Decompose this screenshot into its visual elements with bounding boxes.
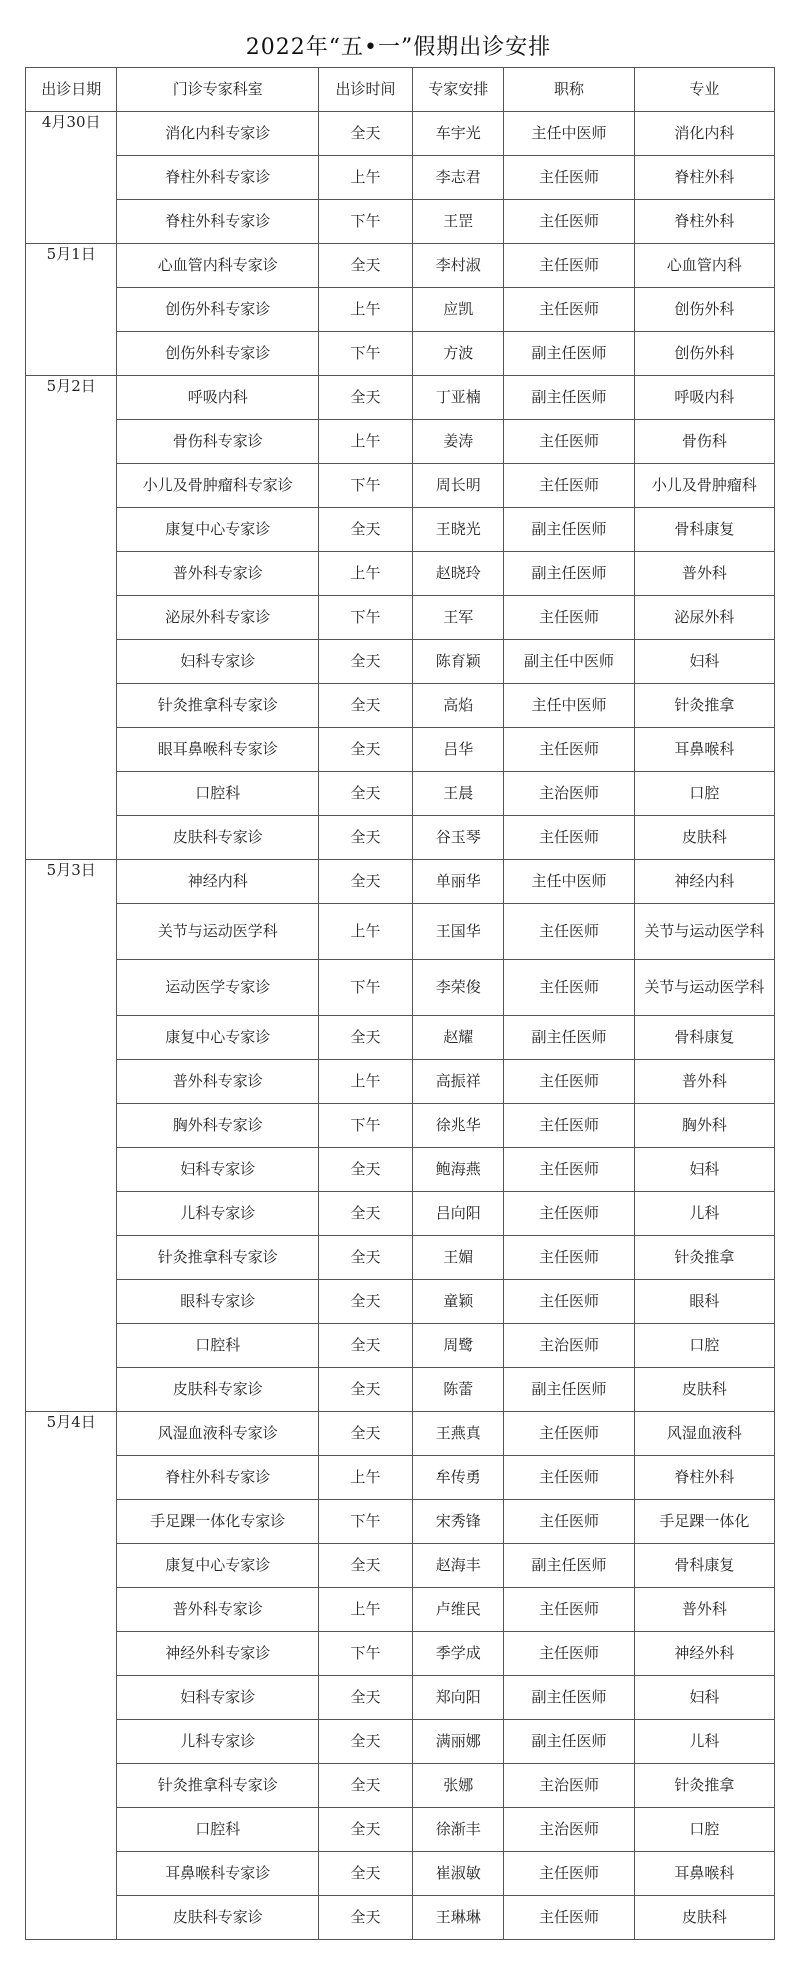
table-row bbox=[26, 772, 775, 816]
specialty-cell: 创伤外科 bbox=[634, 332, 774, 376]
title-cell: 副主任医师 bbox=[504, 552, 634, 596]
table-row bbox=[26, 244, 775, 288]
table-row bbox=[26, 1060, 775, 1104]
table-row bbox=[26, 1236, 775, 1280]
table-row bbox=[26, 288, 775, 332]
specialty-cell: 泌尿外科 bbox=[634, 596, 774, 640]
specialty-cell: 口腔 bbox=[634, 1808, 774, 1852]
doctor-cell: 赵海丰 bbox=[413, 1544, 504, 1588]
title-cell: 主任医师 bbox=[504, 1148, 634, 1192]
department-cell: 妇科专家诊 bbox=[117, 640, 319, 684]
doctor-cell: 郑向阳 bbox=[413, 1676, 504, 1720]
specialty-cell: 消化内科 bbox=[634, 112, 774, 156]
title-cell: 主任医师 bbox=[504, 904, 634, 960]
specialty-cell: 骨伤科 bbox=[634, 420, 774, 464]
title-cell: 副主任医师 bbox=[504, 1720, 634, 1764]
time-cell: 上午 bbox=[319, 904, 413, 960]
doctor-cell: 谷玉琴 bbox=[413, 816, 504, 860]
doctor-cell: 童颖 bbox=[413, 1280, 504, 1324]
title-cell: 主任中医师 bbox=[504, 112, 634, 156]
doctor-cell: 姜涛 bbox=[413, 420, 504, 464]
time-cell: 全天 bbox=[319, 1676, 413, 1720]
department-cell: 针灸推拿科专家诊 bbox=[117, 1764, 319, 1808]
doctor-cell: 周长明 bbox=[413, 464, 504, 508]
title-cell: 主任中医师 bbox=[504, 684, 634, 728]
time-cell: 全天 bbox=[319, 1896, 413, 1940]
doctor-cell: 王国华 bbox=[413, 904, 504, 960]
specialty-cell: 关节与运动医学科 bbox=[634, 904, 774, 960]
specialty-cell: 针灸推拿 bbox=[634, 1236, 774, 1280]
time-cell: 全天 bbox=[319, 1148, 413, 1192]
specialty-cell: 普外科 bbox=[634, 1060, 774, 1104]
doctor-cell: 方波 bbox=[413, 332, 504, 376]
specialty-cell: 普外科 bbox=[634, 1588, 774, 1632]
doctor-cell: 崔淑敏 bbox=[413, 1852, 504, 1896]
department-cell: 脊柱外科专家诊 bbox=[117, 156, 319, 200]
doctor-cell: 赵晓玲 bbox=[413, 552, 504, 596]
specialty-cell: 脊柱外科 bbox=[634, 156, 774, 200]
title-cell: 副主任中医师 bbox=[504, 640, 634, 684]
doctor-cell: 吕向阳 bbox=[413, 1192, 504, 1236]
time-cell: 上午 bbox=[319, 1060, 413, 1104]
doctor-cell: 张娜 bbox=[413, 1764, 504, 1808]
table-row bbox=[26, 960, 775, 1016]
header-title: 职称 bbox=[504, 68, 634, 112]
time-cell: 全天 bbox=[319, 772, 413, 816]
table-row bbox=[26, 684, 775, 728]
time-cell: 下午 bbox=[319, 1500, 413, 1544]
table-row bbox=[26, 904, 775, 960]
department-cell: 小儿及骨肿瘤科专家诊 bbox=[117, 464, 319, 508]
header-specialty: 专业 bbox=[634, 68, 774, 112]
title-cell: 主任医师 bbox=[504, 1236, 634, 1280]
table-row bbox=[26, 1808, 775, 1852]
department-cell: 脊柱外科专家诊 bbox=[117, 200, 319, 244]
table-row bbox=[26, 200, 775, 244]
date-cell: 5月4日 bbox=[26, 1412, 117, 1940]
specialty-cell: 手足踝一体化 bbox=[634, 1500, 774, 1544]
doctor-cell: 周鹭 bbox=[413, 1324, 504, 1368]
time-cell: 上午 bbox=[319, 1456, 413, 1500]
department-cell: 针灸推拿科专家诊 bbox=[117, 1236, 319, 1280]
date-cell: 4月30日 bbox=[26, 112, 117, 244]
doctor-cell: 李村淑 bbox=[413, 244, 504, 288]
department-cell: 口腔科 bbox=[117, 772, 319, 816]
time-cell: 全天 bbox=[319, 640, 413, 684]
doctor-cell: 李志君 bbox=[413, 156, 504, 200]
doctor-cell: 应凯 bbox=[413, 288, 504, 332]
time-cell: 上午 bbox=[319, 552, 413, 596]
department-cell: 骨伤科专家诊 bbox=[117, 420, 319, 464]
department-cell: 眼科专家诊 bbox=[117, 1280, 319, 1324]
department-cell: 关节与运动医学科 bbox=[117, 904, 319, 960]
table-row bbox=[26, 640, 775, 684]
specialty-cell: 儿科 bbox=[634, 1720, 774, 1764]
time-cell: 全天 bbox=[319, 376, 413, 420]
header-row bbox=[26, 68, 775, 112]
doctor-cell: 徐兆华 bbox=[413, 1104, 504, 1148]
doctor-cell: 陈蕾 bbox=[413, 1368, 504, 1412]
doctor-cell: 高焰 bbox=[413, 684, 504, 728]
time-cell: 全天 bbox=[319, 1412, 413, 1456]
doctor-cell: 王晓光 bbox=[413, 508, 504, 552]
department-cell: 消化内科专家诊 bbox=[117, 112, 319, 156]
specialty-cell: 眼科 bbox=[634, 1280, 774, 1324]
specialty-cell: 口腔 bbox=[634, 772, 774, 816]
doctor-cell: 王晨 bbox=[413, 772, 504, 816]
title-cell: 主治医师 bbox=[504, 1324, 634, 1368]
time-cell: 下午 bbox=[319, 332, 413, 376]
department-cell: 普外科专家诊 bbox=[117, 1588, 319, 1632]
title-cell: 主任医师 bbox=[504, 288, 634, 332]
table-row bbox=[26, 1632, 775, 1676]
schedule-body bbox=[26, 112, 775, 1940]
time-cell: 全天 bbox=[319, 1764, 413, 1808]
time-cell: 全天 bbox=[319, 1720, 413, 1764]
specialty-cell: 针灸推拿 bbox=[634, 684, 774, 728]
specialty-cell: 小儿及骨肿瘤科 bbox=[634, 464, 774, 508]
specialty-cell: 耳鼻喉科 bbox=[634, 728, 774, 772]
specialty-cell: 妇科 bbox=[634, 1676, 774, 1720]
table-row bbox=[26, 596, 775, 640]
table-row bbox=[26, 860, 775, 904]
department-cell: 口腔科 bbox=[117, 1808, 319, 1852]
table-row bbox=[26, 1500, 775, 1544]
specialty-cell: 妇科 bbox=[634, 1148, 774, 1192]
specialty-cell: 儿科 bbox=[634, 1192, 774, 1236]
department-cell: 神经外科专家诊 bbox=[117, 1632, 319, 1676]
table-row bbox=[26, 1192, 775, 1236]
time-cell: 全天 bbox=[319, 1808, 413, 1852]
title-cell: 主任医师 bbox=[504, 816, 634, 860]
doctor-cell: 陈育颖 bbox=[413, 640, 504, 684]
time-cell: 上午 bbox=[319, 288, 413, 332]
specialty-cell: 关节与运动医学科 bbox=[634, 960, 774, 1016]
doctor-cell: 王燕真 bbox=[413, 1412, 504, 1456]
specialty-cell: 胸外科 bbox=[634, 1104, 774, 1148]
table-row bbox=[26, 1412, 775, 1456]
time-cell: 全天 bbox=[319, 1852, 413, 1896]
title-cell: 主任医师 bbox=[504, 464, 634, 508]
department-cell: 康复中心专家诊 bbox=[117, 508, 319, 552]
specialty-cell: 心血管内科 bbox=[634, 244, 774, 288]
table-row bbox=[26, 112, 775, 156]
specialty-cell: 骨科康复 bbox=[634, 1544, 774, 1588]
doctor-cell: 赵耀 bbox=[413, 1016, 504, 1060]
department-cell: 创伤外科专家诊 bbox=[117, 288, 319, 332]
time-cell: 全天 bbox=[319, 1016, 413, 1060]
specialty-cell: 创伤外科 bbox=[634, 288, 774, 332]
department-cell: 心血管内科专家诊 bbox=[117, 244, 319, 288]
department-cell: 脊柱外科专家诊 bbox=[117, 1456, 319, 1500]
doctor-cell: 车宇光 bbox=[413, 112, 504, 156]
title-cell: 主任医师 bbox=[504, 960, 634, 1016]
specialty-cell: 针灸推拿 bbox=[634, 1764, 774, 1808]
title-cell: 主任医师 bbox=[504, 1280, 634, 1324]
table-row bbox=[26, 1544, 775, 1588]
doctor-cell: 牟传勇 bbox=[413, 1456, 504, 1500]
title-cell: 主任医师 bbox=[504, 1456, 634, 1500]
doctor-cell: 吕华 bbox=[413, 728, 504, 772]
header-time: 出诊时间 bbox=[319, 68, 413, 112]
department-cell: 皮肤科专家诊 bbox=[117, 1896, 319, 1940]
doctor-cell: 李荣俊 bbox=[413, 960, 504, 1016]
title-cell: 主任医师 bbox=[504, 420, 634, 464]
title-cell: 副主任医师 bbox=[504, 1676, 634, 1720]
department-cell: 康复中心专家诊 bbox=[117, 1016, 319, 1060]
date-cell: 5月2日 bbox=[26, 376, 117, 860]
department-cell: 呼吸内科 bbox=[117, 376, 319, 420]
doctor-cell: 徐渐丰 bbox=[413, 1808, 504, 1852]
time-cell: 全天 bbox=[319, 244, 413, 288]
time-cell: 上午 bbox=[319, 1588, 413, 1632]
header-department: 门诊专家科室 bbox=[117, 68, 319, 112]
specialty-cell: 神经内科 bbox=[634, 860, 774, 904]
title-cell: 主治医师 bbox=[504, 1808, 634, 1852]
header-doctor: 专家安排 bbox=[413, 68, 504, 112]
table-row bbox=[26, 1104, 775, 1148]
title-cell: 主任医师 bbox=[504, 1632, 634, 1676]
specialty-cell: 骨科康复 bbox=[634, 1016, 774, 1060]
title-cell: 主任医师 bbox=[504, 596, 634, 640]
table-row bbox=[26, 1720, 775, 1764]
title-cell: 副主任医师 bbox=[504, 1544, 634, 1588]
department-cell: 神经内科 bbox=[117, 860, 319, 904]
table-row bbox=[26, 420, 775, 464]
title-cell: 主任医师 bbox=[504, 156, 634, 200]
table-row bbox=[26, 728, 775, 772]
specialty-cell: 皮肤科 bbox=[634, 816, 774, 860]
time-cell: 下午 bbox=[319, 596, 413, 640]
title-cell: 主任医师 bbox=[504, 244, 634, 288]
table-row bbox=[26, 508, 775, 552]
time-cell: 全天 bbox=[319, 684, 413, 728]
table-row bbox=[26, 1764, 775, 1808]
title-cell: 主任医师 bbox=[504, 1412, 634, 1456]
table-row bbox=[26, 1676, 775, 1720]
time-cell: 全天 bbox=[319, 1368, 413, 1412]
doctor-cell: 王军 bbox=[413, 596, 504, 640]
specialty-cell: 普外科 bbox=[634, 552, 774, 596]
table-row bbox=[26, 1368, 775, 1412]
title-cell: 主任医师 bbox=[504, 728, 634, 772]
department-cell: 创伤外科专家诊 bbox=[117, 332, 319, 376]
table-row bbox=[26, 376, 775, 420]
time-cell: 下午 bbox=[319, 1104, 413, 1148]
time-cell: 下午 bbox=[319, 960, 413, 1016]
table-row bbox=[26, 552, 775, 596]
specialty-cell: 耳鼻喉科 bbox=[634, 1852, 774, 1896]
department-cell: 皮肤科专家诊 bbox=[117, 816, 319, 860]
table-row bbox=[26, 1280, 775, 1324]
specialty-cell: 风湿血液科 bbox=[634, 1412, 774, 1456]
table-row bbox=[26, 1324, 775, 1368]
department-cell: 康复中心专家诊 bbox=[117, 1544, 319, 1588]
specialty-cell: 皮肤科 bbox=[634, 1368, 774, 1412]
doctor-cell: 满丽娜 bbox=[413, 1720, 504, 1764]
title-cell: 主任医师 bbox=[504, 1192, 634, 1236]
specialty-cell: 皮肤科 bbox=[634, 1896, 774, 1940]
department-cell: 针灸推拿科专家诊 bbox=[117, 684, 319, 728]
department-cell: 手足踝一体化专家诊 bbox=[117, 1500, 319, 1544]
doctor-cell: 卢维民 bbox=[413, 1588, 504, 1632]
time-cell: 上午 bbox=[319, 420, 413, 464]
time-cell: 下午 bbox=[319, 464, 413, 508]
time-cell: 下午 bbox=[319, 200, 413, 244]
department-cell: 妇科专家诊 bbox=[117, 1148, 319, 1192]
title-cell: 副主任医师 bbox=[504, 1016, 634, 1060]
date-cell: 5月3日 bbox=[26, 860, 117, 1412]
doctor-cell: 丁亚楠 bbox=[413, 376, 504, 420]
title-cell: 副主任医师 bbox=[504, 508, 634, 552]
table-row bbox=[26, 816, 775, 860]
title-cell: 副主任医师 bbox=[504, 1368, 634, 1412]
table-row bbox=[26, 1456, 775, 1500]
time-cell: 全天 bbox=[319, 1280, 413, 1324]
specialty-cell: 骨科康复 bbox=[634, 508, 774, 552]
department-cell: 儿科专家诊 bbox=[117, 1720, 319, 1764]
department-cell: 泌尿外科专家诊 bbox=[117, 596, 319, 640]
schedule-table bbox=[25, 67, 775, 1940]
doctor-cell: 王罡 bbox=[413, 200, 504, 244]
specialty-cell: 口腔 bbox=[634, 1324, 774, 1368]
page-title: 2022年“五•一”假期出诊安排 bbox=[245, 35, 552, 60]
doctor-cell: 高振祥 bbox=[413, 1060, 504, 1104]
title-cell: 主任医师 bbox=[504, 1060, 634, 1104]
department-cell: 普外科专家诊 bbox=[117, 1060, 319, 1104]
time-cell: 全天 bbox=[319, 112, 413, 156]
department-cell: 妇科专家诊 bbox=[117, 1676, 319, 1720]
department-cell: 口腔科 bbox=[117, 1324, 319, 1368]
time-cell: 全天 bbox=[319, 860, 413, 904]
title-cell: 主治医师 bbox=[504, 772, 634, 816]
specialty-cell: 脊柱外科 bbox=[634, 200, 774, 244]
doctor-cell: 王媚 bbox=[413, 1236, 504, 1280]
title-cell: 主任医师 bbox=[504, 1500, 634, 1544]
doctor-cell: 王琳琳 bbox=[413, 1896, 504, 1940]
time-cell: 全天 bbox=[319, 728, 413, 772]
table-row bbox=[26, 464, 775, 508]
table-row bbox=[26, 1588, 775, 1632]
specialty-cell: 神经外科 bbox=[634, 1632, 774, 1676]
department-cell: 普外科专家诊 bbox=[117, 552, 319, 596]
department-cell: 眼耳鼻喉科专家诊 bbox=[117, 728, 319, 772]
title-cell: 主任医师 bbox=[504, 1104, 634, 1148]
doctor-cell: 季学成 bbox=[413, 1632, 504, 1676]
specialty-cell: 呼吸内科 bbox=[634, 376, 774, 420]
department-cell: 耳鼻喉科专家诊 bbox=[117, 1852, 319, 1896]
table-row bbox=[26, 1148, 775, 1192]
date-cell: 5月1日 bbox=[26, 244, 117, 376]
table-row bbox=[26, 156, 775, 200]
table-row bbox=[26, 1896, 775, 1940]
time-cell: 全天 bbox=[319, 816, 413, 860]
doctor-cell: 鲍海燕 bbox=[413, 1148, 504, 1192]
time-cell: 全天 bbox=[319, 1544, 413, 1588]
doctor-cell: 单丽华 bbox=[413, 860, 504, 904]
title-cell: 主任医师 bbox=[504, 1896, 634, 1940]
specialty-cell: 脊柱外科 bbox=[634, 1456, 774, 1500]
title-cell: 主任医师 bbox=[504, 1588, 634, 1632]
table-row bbox=[26, 1852, 775, 1896]
title-cell: 主任中医师 bbox=[504, 860, 634, 904]
time-cell: 上午 bbox=[319, 156, 413, 200]
department-cell: 皮肤科专家诊 bbox=[117, 1368, 319, 1412]
header-date: 出诊日期 bbox=[26, 68, 117, 112]
time-cell: 全天 bbox=[319, 1236, 413, 1280]
department-cell: 运动医学专家诊 bbox=[117, 960, 319, 1016]
title-cell: 主任医师 bbox=[504, 200, 634, 244]
title-cell: 主治医师 bbox=[504, 1764, 634, 1808]
time-cell: 全天 bbox=[319, 1324, 413, 1368]
department-cell: 胸外科专家诊 bbox=[117, 1104, 319, 1148]
department-cell: 风湿血液科专家诊 bbox=[117, 1412, 319, 1456]
time-cell: 全天 bbox=[319, 508, 413, 552]
specialty-cell: 妇科 bbox=[634, 640, 774, 684]
department-cell: 儿科专家诊 bbox=[117, 1192, 319, 1236]
time-cell: 下午 bbox=[319, 1632, 413, 1676]
table-row bbox=[26, 1016, 775, 1060]
title-cell: 主任医师 bbox=[504, 1852, 634, 1896]
doctor-cell: 宋秀锋 bbox=[413, 1500, 504, 1544]
table-row bbox=[26, 332, 775, 376]
time-cell: 全天 bbox=[319, 1192, 413, 1236]
title-cell: 副主任医师 bbox=[504, 332, 634, 376]
title-cell: 副主任医师 bbox=[504, 376, 634, 420]
